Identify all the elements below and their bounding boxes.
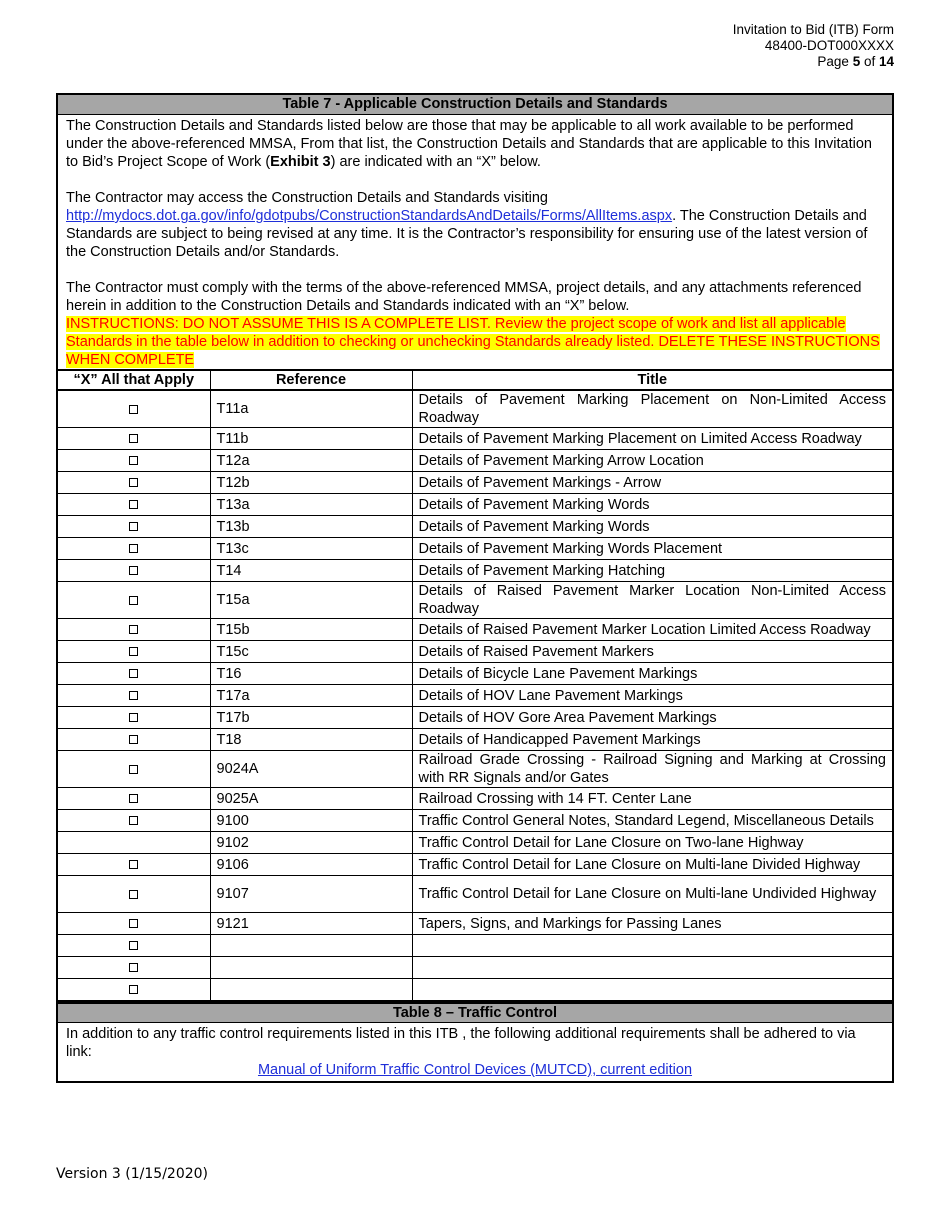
reference-cell: 9121 bbox=[210, 913, 412, 935]
apply-cell bbox=[58, 751, 210, 788]
reference-cell: T15c bbox=[210, 641, 412, 663]
table-row bbox=[58, 516, 892, 538]
apply-checkbox[interactable] bbox=[129, 794, 138, 803]
title-cell: Details of Bicycle Lane Pavement Markings bbox=[412, 663, 892, 685]
apply-cell bbox=[58, 729, 210, 751]
reference-cell: 9107 bbox=[210, 876, 412, 913]
title-cell: Details of Pavement Marking Hatching bbox=[412, 560, 892, 582]
column-header-reference: Reference bbox=[210, 370, 412, 390]
title-cell: Details of HOV Lane Pavement Markings bbox=[412, 685, 892, 707]
apply-checkbox[interactable] bbox=[129, 625, 138, 634]
tables-frame bbox=[56, 93, 894, 1083]
apply-cell bbox=[58, 832, 210, 854]
title-cell: Details of Pavement Marking Placement on Limited Access Roadway bbox=[412, 428, 892, 450]
apply-checkbox[interactable] bbox=[129, 669, 138, 678]
table-row bbox=[58, 641, 892, 663]
table7-title: Table 7 - Applicable Construction Details and Standards bbox=[58, 95, 892, 115]
table-row bbox=[58, 832, 892, 854]
table-row bbox=[58, 854, 892, 876]
reference-cell: T18 bbox=[210, 729, 412, 751]
reference-cell: 9025A bbox=[210, 788, 412, 810]
title-cell: Traffic Control General Notes, Standard Legend, Miscellaneous Details bbox=[412, 810, 892, 832]
apply-cell bbox=[58, 450, 210, 472]
apply-checkbox[interactable] bbox=[129, 963, 138, 972]
table-row bbox=[58, 472, 892, 494]
table-row bbox=[58, 582, 892, 619]
table-row bbox=[58, 538, 892, 560]
table-row bbox=[58, 560, 892, 582]
title-cell: Details of Pavement Marking Words bbox=[412, 494, 892, 516]
title-cell: Details of Raised Pavement Markers bbox=[412, 641, 892, 663]
table-header-row bbox=[58, 370, 892, 390]
title-cell: Details of Pavement Marking Arrow Location bbox=[412, 450, 892, 472]
apply-checkbox[interactable] bbox=[129, 941, 138, 950]
apply-checkbox[interactable] bbox=[129, 434, 138, 443]
title-cell: Details of Pavement Markings - Arrow bbox=[412, 472, 892, 494]
title-cell: Details of Pavement Marking Words Placement bbox=[412, 538, 892, 560]
title-cell: Tapers, Signs, and Markings for Passing Lanes bbox=[412, 913, 892, 935]
standards-link[interactable]: http://mydocs.dot.ga.gov/info/gdotpubs/ConstructionStandardsAndDetails/Forms/AllItems.aspx bbox=[66, 208, 673, 224]
title-cell bbox=[412, 957, 892, 979]
title-cell: Details of Pavement Marking Placement on Non-Limited Access Roadway bbox=[412, 390, 892, 428]
reference-cell: T16 bbox=[210, 663, 412, 685]
apply-checkbox[interactable] bbox=[129, 544, 138, 553]
apply-cell bbox=[58, 876, 210, 913]
apply-checkbox[interactable] bbox=[129, 735, 138, 744]
title-cell: Traffic Control Detail for Lane Closure on Multi-lane Divided Highway bbox=[412, 854, 892, 876]
apply-cell bbox=[58, 619, 210, 641]
table-row bbox=[58, 494, 892, 516]
reference-cell bbox=[210, 957, 412, 979]
apply-checkbox[interactable] bbox=[129, 860, 138, 869]
apply-checkbox[interactable] bbox=[129, 691, 138, 700]
apply-cell bbox=[58, 854, 210, 876]
column-header-apply: “X” All that Apply bbox=[58, 370, 210, 390]
title-cell: Railroad Grade Crossing - Railroad Signing and Marking at Crossing with RR Signals and/or Gates bbox=[412, 751, 892, 788]
apply-cell bbox=[58, 935, 210, 957]
reference-cell bbox=[210, 979, 412, 1001]
reference-cell: 9102 bbox=[210, 832, 412, 854]
intro-paragraph-2: The Contractor may access the Construction Details and Standards visiting http://mydocs.dot.ga.gov/info/gdotpubs/ConstructionStandardsAndDetails/Forms/AllItems.aspx. The Construction Details and Standards are subject to being revised at any time. It is the Contractor’s responsibility for ensuring use of the latest version of the Construction Details and/or Standards. bbox=[66, 190, 868, 260]
title-cell: Details of Raised Pavement Marker Location Non-Limited Access Roadway bbox=[412, 582, 892, 619]
table-row bbox=[58, 913, 892, 935]
apply-cell bbox=[58, 979, 210, 1001]
reference-cell: T11a bbox=[210, 390, 412, 428]
apply-cell bbox=[58, 810, 210, 832]
apply-checkbox[interactable] bbox=[129, 596, 138, 605]
instructions-warning: INSTRUCTIONS: DO NOT ASSUME THIS IS A COMPLETE LIST. Review the project scope of work and list all applicable Standards in the table below in addition to checking or unchecking Standards already listed. DELETE THESE INSTRUCTIONS WHEN COMPLETE bbox=[66, 316, 880, 368]
table-row bbox=[58, 729, 892, 751]
apply-cell bbox=[58, 788, 210, 810]
apply-cell bbox=[58, 641, 210, 663]
apply-cell bbox=[58, 428, 210, 450]
title-cell: Details of HOV Gore Area Pavement Markings bbox=[412, 707, 892, 729]
apply-checkbox[interactable] bbox=[129, 890, 138, 899]
reference-cell: T13c bbox=[210, 538, 412, 560]
apply-checkbox[interactable] bbox=[129, 713, 138, 722]
intro-paragraph-3: The Contractor must comply with the terms of the above-referenced MMSA, project details, and any attachments referenced herein in addition to the Construction Details and Standards indicated with an “X” below. bbox=[66, 280, 862, 314]
page-number: Page 5 of 14 bbox=[817, 54, 894, 69]
apply-cell bbox=[58, 560, 210, 582]
form-number: 48400-DOT000XXXX bbox=[764, 38, 894, 53]
reference-cell: T12a bbox=[210, 450, 412, 472]
reference-cell: 9024A bbox=[210, 751, 412, 788]
apply-checkbox[interactable] bbox=[129, 765, 138, 774]
title-cell bbox=[412, 979, 892, 1001]
table-row bbox=[58, 979, 892, 1001]
reference-cell: T17b bbox=[210, 707, 412, 729]
apply-checkbox[interactable] bbox=[129, 522, 138, 531]
apply-checkbox[interactable] bbox=[129, 478, 138, 487]
title-cell: Railroad Crossing with 14 FT. Center Lane bbox=[412, 788, 892, 810]
apply-cell bbox=[58, 472, 210, 494]
title-cell bbox=[412, 935, 892, 957]
title-cell: Traffic Control Detail for Lane Closure on Two-lane Highway bbox=[412, 832, 892, 854]
intro-paragraph-1: The Construction Details and Standards listed below are those that may be applicable to all work available to be performed under the above-referenced MMSA, From that list, the Construction Details and Standards that are applicable to this Invitation to Bid’s Project Scope of Work (Exhibit 3) are indicated with an “X” below. bbox=[66, 118, 872, 170]
apply-checkbox[interactable] bbox=[129, 405, 138, 414]
apply-cell bbox=[58, 957, 210, 979]
reference-cell: T13a bbox=[210, 494, 412, 516]
table7-intro bbox=[58, 115, 892, 369]
apply-checkbox[interactable] bbox=[129, 985, 138, 994]
title-cell: Traffic Control Detail for Lane Closure on Multi-lane Undivided Highway bbox=[412, 876, 892, 913]
apply-checkbox[interactable] bbox=[129, 500, 138, 509]
apply-checkbox[interactable] bbox=[129, 919, 138, 928]
apply-cell bbox=[58, 494, 210, 516]
apply-checkbox[interactable] bbox=[129, 456, 138, 465]
table-row bbox=[58, 751, 892, 788]
page-header bbox=[733, 22, 894, 70]
title-cell: Details of Raised Pavement Marker Location Limited Access Roadway bbox=[412, 619, 892, 641]
title-cell: Details of Pavement Marking Words bbox=[412, 516, 892, 538]
form-title: Invitation to Bid (ITB) Form bbox=[732, 22, 894, 37]
version-footer: Version 3 (1/15/2020) bbox=[56, 1166, 208, 1182]
table8-text: In addition to any traffic control requirements listed in this ITB , the following additional requirements shall be adhered to via link: bbox=[66, 1026, 856, 1060]
apply-cell bbox=[58, 390, 210, 428]
reference-cell: 9100 bbox=[210, 810, 412, 832]
mutcd-link[interactable]: Manual of Uniform Traffic Control Devices (MUTCD), current edition bbox=[257, 1062, 693, 1078]
table-row bbox=[58, 619, 892, 641]
table-row bbox=[58, 810, 892, 832]
table-row bbox=[58, 390, 892, 428]
table-row bbox=[58, 428, 892, 450]
table-row bbox=[58, 685, 892, 707]
table-row bbox=[58, 957, 892, 979]
reference-cell: T17a bbox=[210, 685, 412, 707]
apply-cell bbox=[58, 913, 210, 935]
table-row bbox=[58, 935, 892, 957]
reference-cell: T15b bbox=[210, 619, 412, 641]
column-header-title: Title bbox=[412, 370, 892, 390]
table-row bbox=[58, 663, 892, 685]
reference-cell: T14 bbox=[210, 560, 412, 582]
apply-checkbox[interactable] bbox=[129, 647, 138, 656]
table-row bbox=[58, 876, 892, 913]
reference-cell: T13b bbox=[210, 516, 412, 538]
table-row bbox=[58, 450, 892, 472]
apply-cell bbox=[58, 516, 210, 538]
table-row bbox=[58, 788, 892, 810]
reference-cell: T15a bbox=[210, 582, 412, 619]
apply-checkbox[interactable] bbox=[129, 816, 138, 825]
apply-cell bbox=[58, 707, 210, 729]
apply-checkbox[interactable] bbox=[129, 566, 138, 575]
apply-cell bbox=[58, 663, 210, 685]
apply-cell bbox=[58, 685, 210, 707]
reference-cell: T12b bbox=[210, 472, 412, 494]
reference-cell: T11b bbox=[210, 428, 412, 450]
apply-cell bbox=[58, 582, 210, 619]
table-row bbox=[58, 707, 892, 729]
reference-cell bbox=[210, 935, 412, 957]
table8-title: Table 8 – Traffic Control bbox=[58, 1001, 892, 1023]
table8-body bbox=[58, 1023, 892, 1081]
reference-cell: 9106 bbox=[210, 854, 412, 876]
title-cell: Details of Handicapped Pavement Markings bbox=[412, 729, 892, 751]
standards-table bbox=[58, 369, 892, 1001]
apply-cell bbox=[58, 538, 210, 560]
